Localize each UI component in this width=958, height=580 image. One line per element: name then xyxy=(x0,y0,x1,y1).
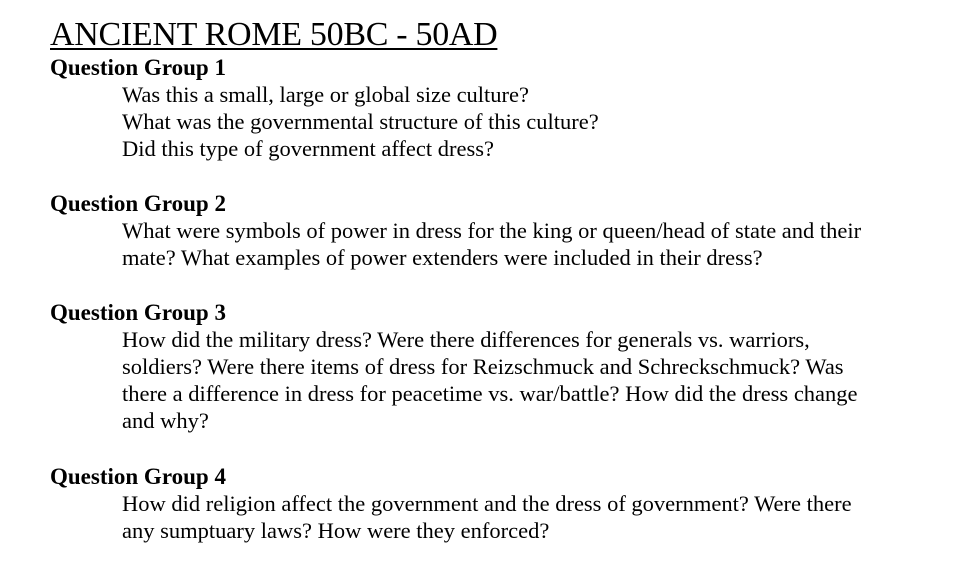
question-line: any sumptuary laws? How were they enforced? xyxy=(122,518,550,543)
question-group-3 xyxy=(50,299,930,434)
question-group-body xyxy=(122,81,922,162)
question-group-body xyxy=(122,490,922,544)
question-line: mate? What examples of power extenders were included in their dress? xyxy=(122,245,763,270)
question-line: soldiers? Were there items of dress for Reizschmuck and Schreckschmuck? Was xyxy=(122,354,844,379)
question-group-body xyxy=(122,217,922,271)
question-group-heading: Question Group 3 xyxy=(50,300,226,325)
question-line: and why? xyxy=(122,408,209,433)
question-group-1 xyxy=(50,54,930,162)
question-group-4 xyxy=(50,463,930,544)
question-line: What were symbols of power in dress for the king or queen/head of state and their xyxy=(122,218,862,243)
question-group-heading: Question Group 2 xyxy=(50,191,226,216)
document-title: ANCIENT ROME 50BC - 50AD xyxy=(50,16,498,53)
question-line: What was the governmental structure of this culture? xyxy=(122,109,599,134)
question-line: How did the military dress? Were there differences for generals vs. warriors, xyxy=(122,327,810,352)
question-group-heading: Question Group 1 xyxy=(50,55,226,80)
question-line: Did this type of government affect dress? xyxy=(122,136,494,161)
question-line: there a difference in dress for peacetime vs. war/battle? How did the dress change xyxy=(122,381,858,406)
question-line: Was this a small, large or global size culture? xyxy=(122,82,530,107)
question-line: How did religion affect the government and the dress of government? Were there xyxy=(122,491,852,516)
question-group-2 xyxy=(50,190,930,271)
question-group-body xyxy=(122,326,922,434)
question-group-heading: Question Group 4 xyxy=(50,464,226,489)
